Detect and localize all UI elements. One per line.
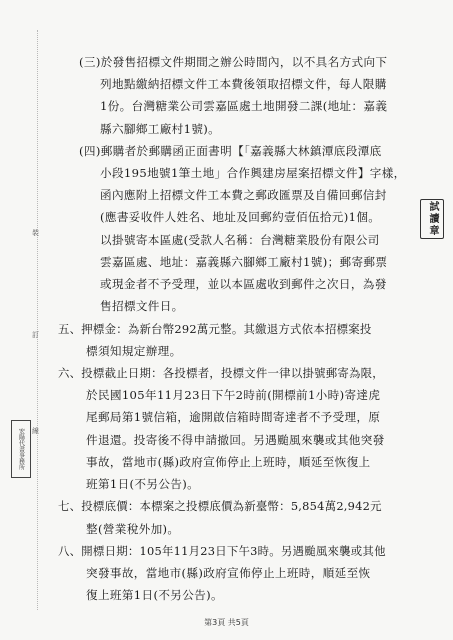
text-line: 於民國105年11月23日下午2時前(開標前1小時)寄達虎: [86, 388, 381, 402]
margin-mark-zhuang: 裝: [32, 229, 39, 237]
agency-stamp: 宏陽代書事務所: [11, 420, 31, 478]
seal-stamp: 試讀章: [420, 199, 444, 239]
margin-mark-xian: 線: [32, 427, 39, 435]
text-line: 五、押標金：為新台幣292萬元整。其繳退方式依本招標案投: [58, 322, 372, 336]
text-line: 縣六腳鄉工廠村1號)。: [100, 122, 221, 136]
text-line: 列地點繳納招標文件工本費後領取招標文件，每人限購: [100, 77, 387, 91]
text-line: 件退還。投寄後不得申請撤回。另遇颱風來襲或其他突發: [86, 433, 385, 447]
text-line: 售招標文件日。: [100, 299, 184, 313]
text-line: 1份。台灣糖業公司雲嘉區處土地開發二課(地址：嘉義: [100, 99, 388, 113]
text-line: 整(營業稅外加)。: [86, 522, 180, 536]
text-line: 或現金者不予受理，並以本區處收到郵件之次日，為發: [100, 277, 387, 291]
text-line: (三)於發售招標文件期間之辦公時間內，以不具名方式向下: [79, 55, 388, 69]
text-line: 標須知規定辦理。: [86, 344, 182, 358]
text-line: 復上班第1日(不另公告)。: [86, 588, 223, 602]
text-line: 六、投標截止日期：各投標者，投標文件一律以掛號郵寄為限，: [58, 366, 384, 380]
text-line: 雲嘉區處、地址：嘉義縣六腳鄉工廠村1號)；郵寄郵票: [100, 255, 388, 269]
text-line: 七、投標底價：本標案之投標底價為新臺幣：5,854萬2,942元: [58, 499, 382, 513]
text-line: 以掛號寄本區處(受款人名稱：台灣糖業股份有限公司: [100, 233, 380, 247]
text-line: 班第1日(不另公告)。: [86, 477, 200, 491]
margin-mark-ding: 訂: [32, 331, 39, 339]
text-line: 小段195地號1筆土地」合作興建房屋案招標文件】字樣，: [100, 166, 406, 180]
text-line: 尾郵局第1號信箱，逾開啟信箱時間寄達者不予受理，原: [86, 410, 381, 424]
text-line: 突發事故，當地市(縣)政府宣佈停止上班時，順延至恢: [86, 566, 371, 580]
text-line: (應書妥收件人姓名、地址及回郵約壹佰伍拾元)1個。: [100, 210, 381, 224]
text-line: (四)郵購者於郵購函正面書明【「嘉義縣大林鎮潭底段潭底: [79, 144, 382, 158]
page-number: 第3頁 共5頁: [204, 618, 249, 627]
text-line: 函內應附上招標文件工本費之郵政匯票及自備回郵信封: [100, 188, 387, 202]
text-line: 八、開標日期：105年11月23日下午3時。另遇颱風來襲或其他: [58, 544, 386, 558]
text-line: 事故，當地市(縣)政府宣佈停止上班時，順延至恢復上: [86, 455, 371, 469]
binding-line: [37, 30, 38, 610]
